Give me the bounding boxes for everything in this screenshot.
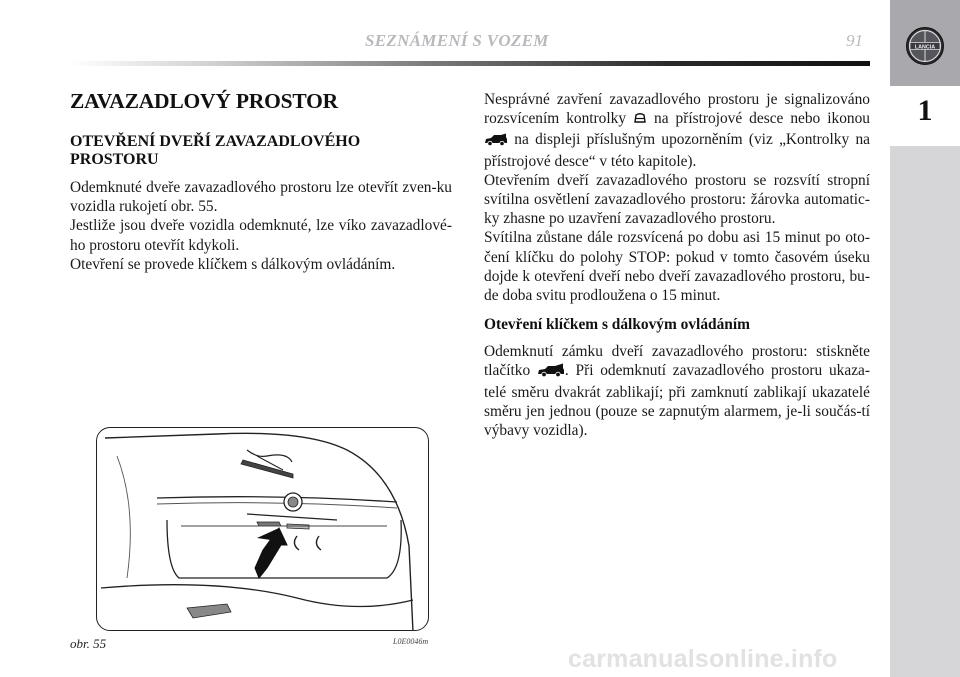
left-body-text: [70, 178, 452, 274]
chapter-side-strip: [890, 0, 960, 677]
trunk-illustration: [97, 428, 429, 631]
subsection-title: OTEVŘENÍ DVEŘÍ ZAVAZADLOVÉHO PROSTORU: [70, 133, 361, 168]
section-title: ZAVAZADLOVÝ PROSTOR: [70, 89, 339, 113]
car-open-trunk-icon: [484, 132, 508, 151]
left-paragraph-3: Otevření se provede klíčkem s dálkovým ovládáním.: [70, 255, 396, 273]
watermark: carmanualsonline.info: [568, 645, 838, 673]
right-paragraph-2: Otevřením dveří zavazadlového prostoru se rozsvítí stropní svítilna osvětlení zavazadlového prostoru: žárovka automatic-ky zhasne po uzavření zavazadlového prostoru.: [484, 171, 870, 228]
figure-trunk-handle: [96, 427, 429, 631]
right-column: [484, 90, 870, 440]
p1-text-a: Nesprávné zavření zavazadlového prostoru je signalizováno rozsvícením kontrolky: [484, 91, 870, 128]
lancia-logo-icon: [905, 26, 945, 66]
p4-text-b: . Při odemknutí zavazadlového prostoru ukaza-telé směru dvakrát zablikají; při zamknutí zablikají ukazatelé směru jen jednou (pouze se zapnutým alarmem, je-li součás-tí výbavy vozidla).: [484, 362, 870, 440]
left-paragraph-1: Odemknuté dveře zavazadlového prostoru lze otevřít zven-ku vozidla rukojetí obr. 55.: [70, 179, 452, 216]
header-rule: [70, 61, 870, 66]
chapter-number: 1: [917, 94, 933, 127]
p1-text-b: na přístrojové desce nebo ikonou: [654, 110, 870, 128]
trunk-button-icon: [537, 363, 565, 382]
trunk-warning-light-icon: [633, 111, 647, 130]
figure-code: L0E0046m: [393, 637, 429, 646]
logo-text: LANCIA: [914, 44, 936, 51]
right-paragraph-1: [484, 90, 870, 171]
p1-text-c: na displeji příslušným upozorněním (viz „Kontrolky na přístrojové desce“ v této kapitole).: [484, 131, 870, 170]
page-number: 91: [846, 31, 863, 50]
left-paragraph-2: Jestliže jsou dveře vozidla odemknuté, lze víko zavazadlové-ho prostoru otevřít kdykoli.: [70, 217, 452, 254]
right-paragraph-4: [484, 342, 870, 440]
running-header-title: SEZNÁMENÍ S VOZEM: [365, 31, 549, 50]
left-column: [70, 88, 452, 274]
remote-key-heading: Otevření klíčkem s dálkovým ovládáním: [484, 316, 750, 334]
p4-text-a: Odemknutí zámku dveří zavazadlového prostoru: stiskněte tlačítko: [484, 343, 870, 380]
right-paragraph-3: Svítilna zůstane dále rozsvícená po dobu asi 15 minut po oto-čení klíčku do polohy STOP: pokud v tomto časovém úseku dojde k otevření dveří nebo dveří zavazadlového prostoru, bu-de doba svitu prodloužena o 15 minut.: [484, 229, 870, 305]
figure-caption: obr. 55: [70, 636, 107, 651]
